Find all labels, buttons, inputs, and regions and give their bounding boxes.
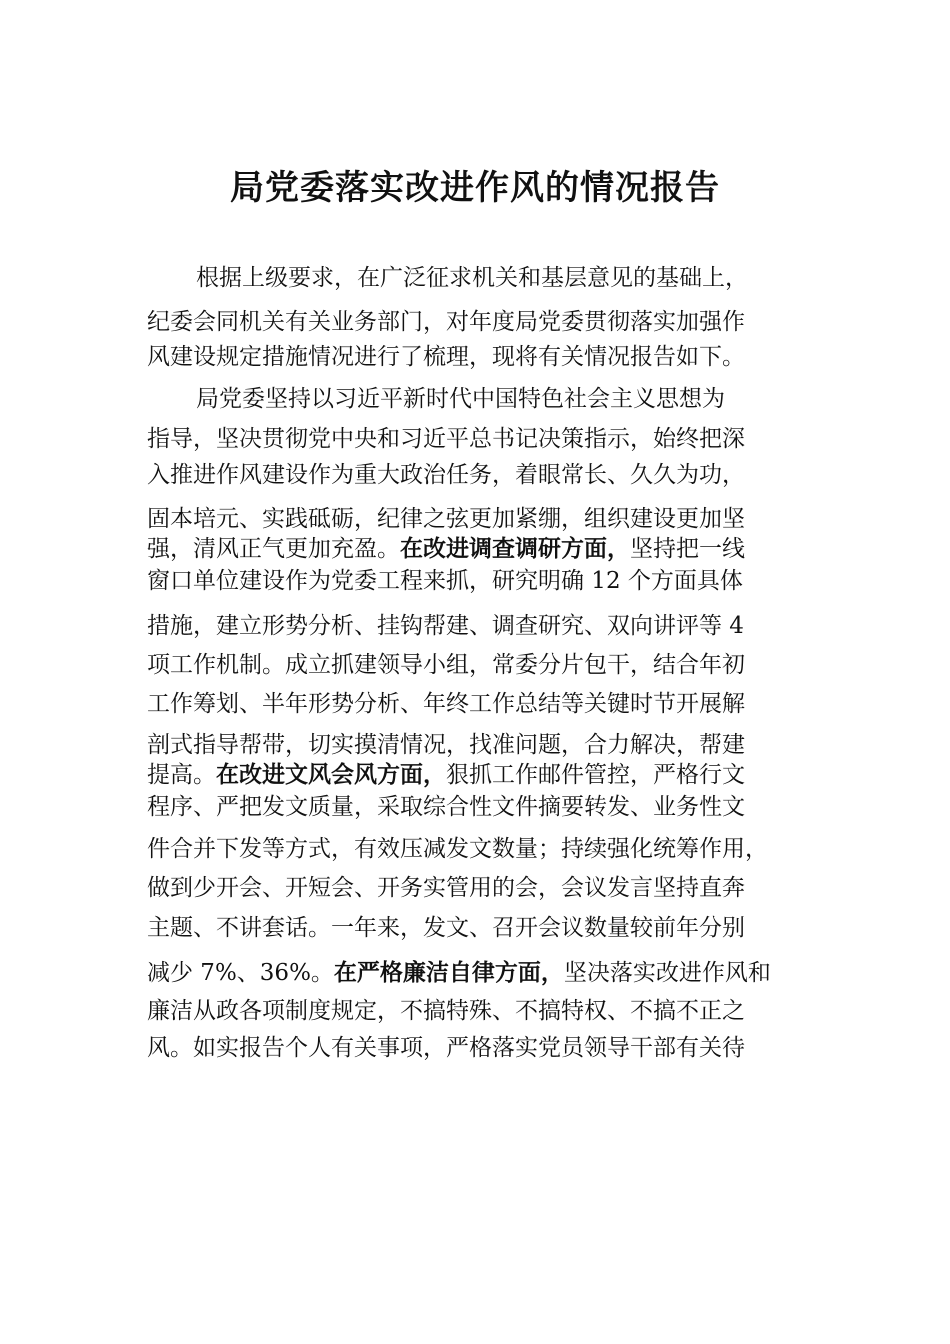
line-text: 坚持把一线 xyxy=(630,536,745,562)
paragraph-line xyxy=(147,460,745,490)
line-text: 项工作机制。成立抓建领导小组，常委分片包干，结合年初 xyxy=(147,652,745,678)
line-text: 强，清风正气更加充盈。 xyxy=(147,536,400,562)
line-text: 入推进作风建设作为重大政治任务，着眼常长、久久为功， xyxy=(147,462,745,488)
paragraph-line xyxy=(147,913,745,943)
line-text: 风建设规定措施情况进行了梳理，现将有关情况报告如下。 xyxy=(147,344,745,370)
line-text: 根据上级要求，在广泛征求机关和基层意见的基础上， xyxy=(196,265,748,291)
paragraph-line xyxy=(147,689,745,719)
paragraph-line xyxy=(147,873,745,903)
line-text: 措施，建立形势分析、挂钩帮建、调查研究、双向讲评等 4 xyxy=(147,613,744,639)
paragraph-line xyxy=(196,263,748,293)
section-heading-survey: 在改进调查调研方面， xyxy=(400,536,630,562)
line-text: 剖式指导帮带，切实摸清情况，找准问题，合力解决，帮建 xyxy=(147,732,745,758)
line-text: 窗口单位建设作为党委工程来抓，研究明确 12 个方面具体 xyxy=(147,568,743,594)
line-text: 廉洁从政各项制度规定，不搞特殊、不搞特权、不搞不正之 xyxy=(147,998,745,1024)
paragraph-line xyxy=(196,384,725,414)
paragraph-line xyxy=(147,566,743,596)
line-text: 纪委会同机关有关业务部门，对年度局党委贯彻落实加强作 xyxy=(147,309,745,335)
document-title: 局党委落实改进作风的情况报告 xyxy=(230,168,720,208)
paragraph-line xyxy=(147,650,745,680)
paragraph-line xyxy=(147,792,745,822)
section-heading-writing-style: 在改进文风会风方面， xyxy=(216,762,446,788)
paragraph-line xyxy=(147,760,745,790)
section-heading-integrity: 在严格廉洁自律方面， xyxy=(333,960,564,986)
paragraph-line xyxy=(147,534,745,564)
line-text: 固本培元、实践砥砺，纪律之弦更加紧绷，组织建设更加坚 xyxy=(147,506,745,532)
line-text: 程序、严把发文质量，采取综合性文件摘要转发、业务性文 xyxy=(147,794,745,820)
line-text: 件合并下发等方式，有效压减发文数量；持续强化统筹作用， xyxy=(147,836,768,862)
paragraph-line xyxy=(147,342,745,372)
paragraph-line xyxy=(147,834,768,864)
paragraph-line xyxy=(147,958,771,988)
line-text: 减少 7%、36%。 xyxy=(147,960,334,986)
paragraph-line xyxy=(147,730,745,760)
line-text: 做到少开会、开短会、开务实管用的会，会议发言坚持直奔 xyxy=(147,875,745,901)
paragraph-line xyxy=(147,611,744,641)
line-text: 坚决落实改进作风和 xyxy=(563,960,771,986)
paragraph-line xyxy=(147,307,745,337)
line-text: 指导，坚决贯彻党中央和习近平总书记决策指示，始终把深 xyxy=(147,426,745,452)
line-text: 局党委坚持以习近平新时代中国特色社会主义思想为 xyxy=(196,386,725,412)
paragraph-line xyxy=(147,504,745,534)
line-text: 工作筹划、半年形势分析、年终工作总结等关键时节开展解 xyxy=(147,691,745,717)
paragraph-line xyxy=(147,1033,745,1063)
line-text: 提高。 xyxy=(147,762,216,788)
line-text: 主题、不讲套话。一年来，发文、召开会议数量较前年分别 xyxy=(147,915,745,941)
paragraph-line xyxy=(147,424,745,454)
line-text: 狠抓工作邮件管控，严格行文 xyxy=(446,762,745,788)
line-text: 风。如实报告个人有关事项，严格落实党员领导干部有关待 xyxy=(147,1035,745,1061)
paragraph-line xyxy=(147,996,745,1026)
